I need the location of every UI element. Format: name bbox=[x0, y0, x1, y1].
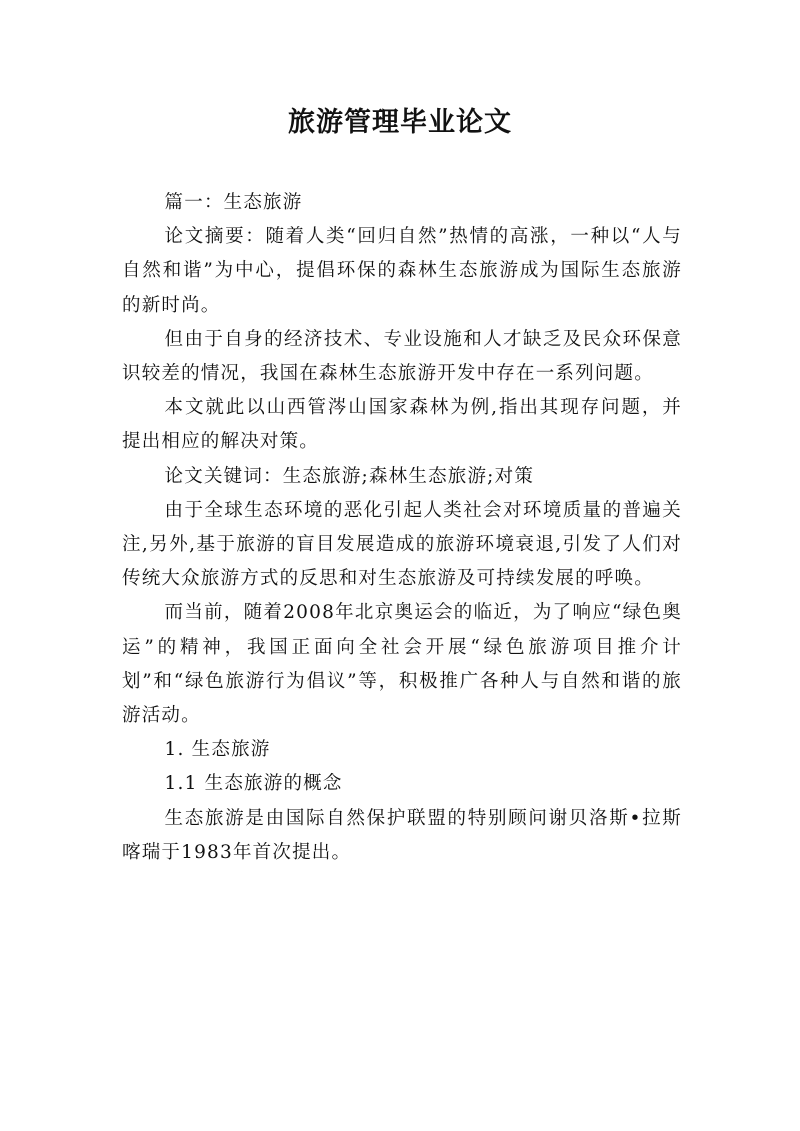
paragraph: 论文摘要：随着人类“回归自然”热情的高涨，一种以“人与自然和谐”为中心，提倡环保的森林生态旅游成为国际生态旅游的新时尚。 bbox=[122, 226, 682, 316]
document-body bbox=[122, 186, 682, 870]
paragraph: 论文关键词：生态旅游;森林生态旅游;对策 bbox=[164, 465, 535, 487]
paragraph: 生态旅游是由国际自然保护联盟的特别顾问谢贝洛斯•拉斯喀瑞于1983年首次提出。 bbox=[122, 807, 682, 863]
paragraph: 篇一：生态旅游 bbox=[164, 192, 303, 213]
paragraph: 本文就此以山西管涔山国家森林为例,指出其现存问题，并提出相应的解决对策。 bbox=[122, 397, 682, 453]
paragraph: 但由于自身的经济技术、专业设施和人才缺乏及民众环保意识较差的情况，我国在森林生态旅游开发中存在一系列问题。 bbox=[122, 328, 682, 385]
paragraph: 而当前，随着2008年北京奥运会的临近，为了响应“绿色奥运”的精神，我国正面向全社会开展“绿色旅游项目推介计划”和“绿色旅游行为倡议”等，积极推广各种人与自然和谐的旅游活动。 bbox=[122, 602, 682, 727]
document-title: 旅游管理毕业论文 bbox=[288, 107, 512, 138]
paragraph: 由于全球生态环境的恶化引起人类社会对环境质量的普遍关注,另外,基于旅游的盲目发展造成的旅游环境衰退,引发了人们对传统大众旅游方式的反思和对生态旅游及可持续发展的呼唤。 bbox=[122, 499, 682, 590]
subsection-heading: 1.1 生态旅游的概念 bbox=[164, 773, 343, 795]
section-heading: 1. 生态旅游 bbox=[164, 739, 271, 761]
